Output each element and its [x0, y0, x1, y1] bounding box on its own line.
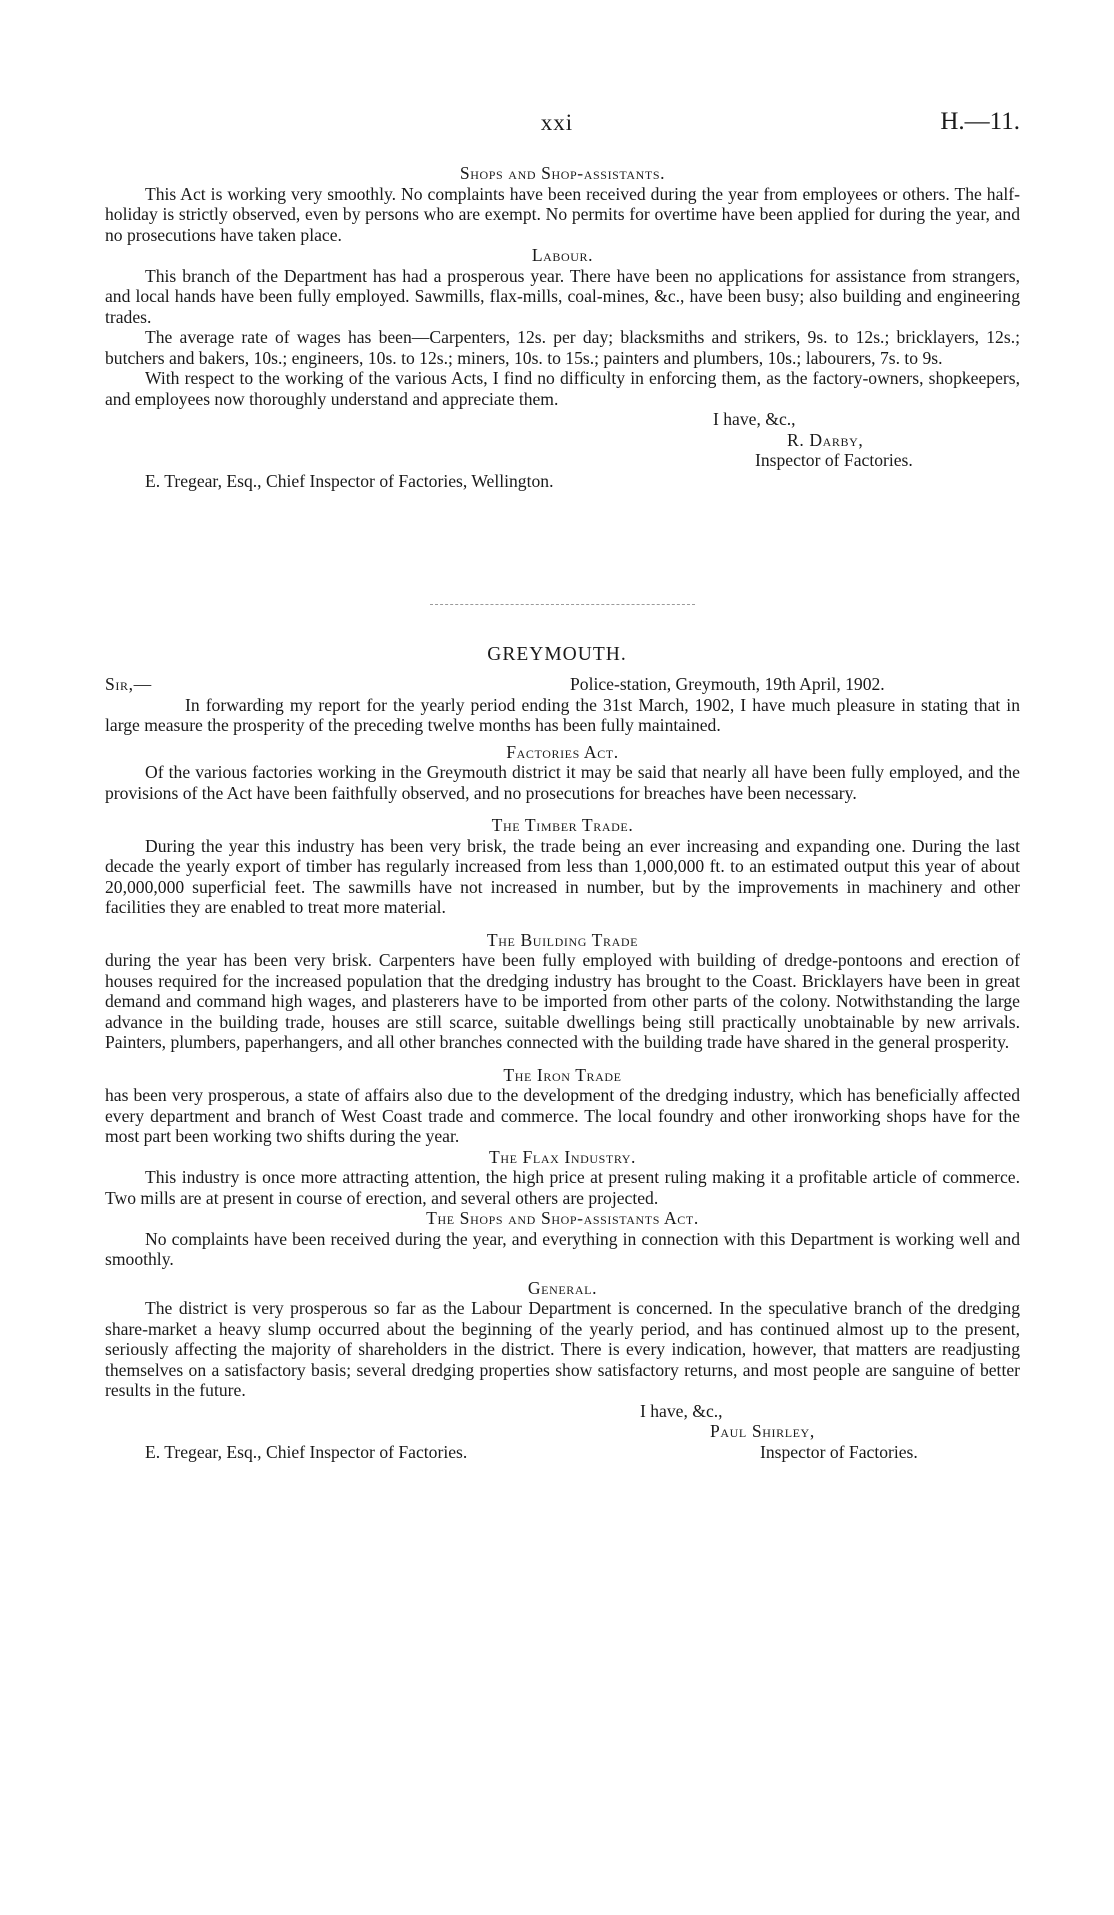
factories-act-paragraph: Of the various factories working in the Greymouth district it may be said that nearly all have been fully employed, and the provisions of the Act have been faithfully observed, and no prosecutions for breaches have been necessary. — [105, 762, 1020, 803]
darby-signature-title: Inspector of Factories. — [755, 450, 913, 470]
darby-addressee: E. Tregear, Esq., Chief Inspector of Factories, Wellington. — [145, 470, 554, 491]
section-divider — [430, 604, 695, 605]
labour-paragraph-1: This branch of the Department has had a prosperous year. There have been no applications for assistance from strangers, and local hands have been fully employed. Sawmills, flax-mills, coal-mines, &c., have been busy; also building and engineering trades. — [105, 265, 1020, 327]
shops-assistants-heading: Shops and Shop-assistants. — [459, 163, 666, 183]
iron-trade-heading: The Iron Trade — [503, 1064, 622, 1085]
labour-heading: Labour. — [531, 245, 594, 265]
building-trade-paragraph: during the year has been very brisk. Carpenters have been fully employed with building of dredge-pontoons and erection of houses required for the increased population that the dredging industry has brought to the Coast. Bricklayers have been in great demand and command high wages, and plasterers have to be imported from other parts of the colony. Notwithstanding the large advance in the building trade, houses are still scarce, suitable dwellings being still practically unobtainable by new arrivals. Painters, plumbers, paperhangers, and all other branches connected with the building trade have shared in the general prosperity. — [105, 950, 1020, 1052]
shirley-footer-line — [105, 1442, 1020, 1463]
greymouth-report-section — [105, 674, 1020, 1462]
timber-trade-heading: The Timber Trade. — [491, 815, 634, 835]
document-reference: H.—11. — [940, 108, 1020, 135]
page-number: xxi — [540, 110, 574, 135]
labour-paragraph-3: With respect to the working of the various Acts, I find no difficulty in enforcing them, as the factory-owners, shopkeepers, and employees now thoroughly understand and appreciate them. — [105, 368, 1020, 409]
building-trade-heading: The Building Trade — [486, 929, 639, 950]
darby-closing: I have, &c., — [713, 409, 796, 429]
darby-signature-name: R. Darby, — [787, 429, 864, 450]
general-heading: General. — [527, 1277, 598, 1298]
intro-paragraph: In forwarding my report for the yearly period ending the 31st March, 1902, I have much pleasure in stating that in large measure the prosperity of the preceding twelve months has been fully maintained. — [105, 694, 1020, 735]
flax-industry-paragraph: This industry is once more attracting attention, the high price at present ruling making it a profitable article of commerce. Two mills are at present in course of erection, and several others are projected. — [105, 1167, 1020, 1208]
shops-act-paragraph: No complaints have been received during the year, and everything in connection with this Department is working well and smoothly. — [105, 1228, 1020, 1269]
shops-assistants-paragraph: This Act is working very smoothly. No complaints have been received during the year from employees or others. The half-holiday is strictly observed, even by persons who are exempt. No permits for overtime have been applied for during the year, and no prosecutions have taken place. — [105, 183, 1020, 245]
shirley-signature-name: Paul Shirley, — [710, 1421, 815, 1441]
iron-trade-paragraph: has been very prosperous, a state of affairs also due to the development of the dredging industry, which has beneficially affected every department and branch of West Coast trade and commerce. The local foundry and other ironworking shops have for the most part been working two shifts during the year. — [105, 1085, 1020, 1146]
shops-act-heading: The Shops and Shop-assistants Act. — [426, 1208, 699, 1228]
dateline: Police-station, Greymouth, 19th April, 1902. — [570, 674, 885, 694]
salutation-line — [105, 674, 1020, 695]
shirley-closing: I have, &c., — [640, 1400, 723, 1421]
darby-report-section — [105, 163, 1020, 491]
flax-industry-heading: The Flax Industry. — [488, 1146, 637, 1167]
salutation: Sir,— — [105, 674, 152, 694]
shirley-addressee: E. Tregear, Esq., Chief Inspector of Factories. — [145, 1441, 468, 1462]
shirley-signature-title: Inspector of Factories. — [760, 1441, 918, 1462]
timber-trade-paragraph: During the year this industry has been very brisk, the trade being an ever increasing and expanding one. During the last decade the yearly export of timber has regularly increased from less than 1,000,000 ft. to an estimated output this year of about 20,000,000 superficial feet. The sawmills have not increased in number, but by the improvements in machinery and other facilities they are enabled to treat more material. — [105, 835, 1020, 917]
general-paragraph: The district is very prosperous so far as the Labour Department is concerned. In the speculative branch of the dredging share-market a heavy slump occurred about the beginning of the yearly period, and has continued almost up to the present, seriously affecting the majority of shareholders in the district. There is every indication, however, that matters are readjusting themselves on a satisfactory basis; several dredging properties show satisfactory returns, and most people are sanguine of better results in the future. — [105, 1298, 1020, 1400]
factories-act-heading: Factories Act. — [506, 741, 619, 762]
greymouth-title: GREYMOUTH. — [487, 644, 627, 665]
labour-paragraph-2: The average rate of wages has been—Carpenters, 12s. per day; blacksmiths and strikers, 9s. to 12s.; bricklayers, 12s.; butchers and bakers, 10s.; engineers, 10s. to 12s.; miners, 10s. to 15s.; painters and plumbers, 10s.; labourers, 7s. to 9s. — [105, 327, 1020, 368]
